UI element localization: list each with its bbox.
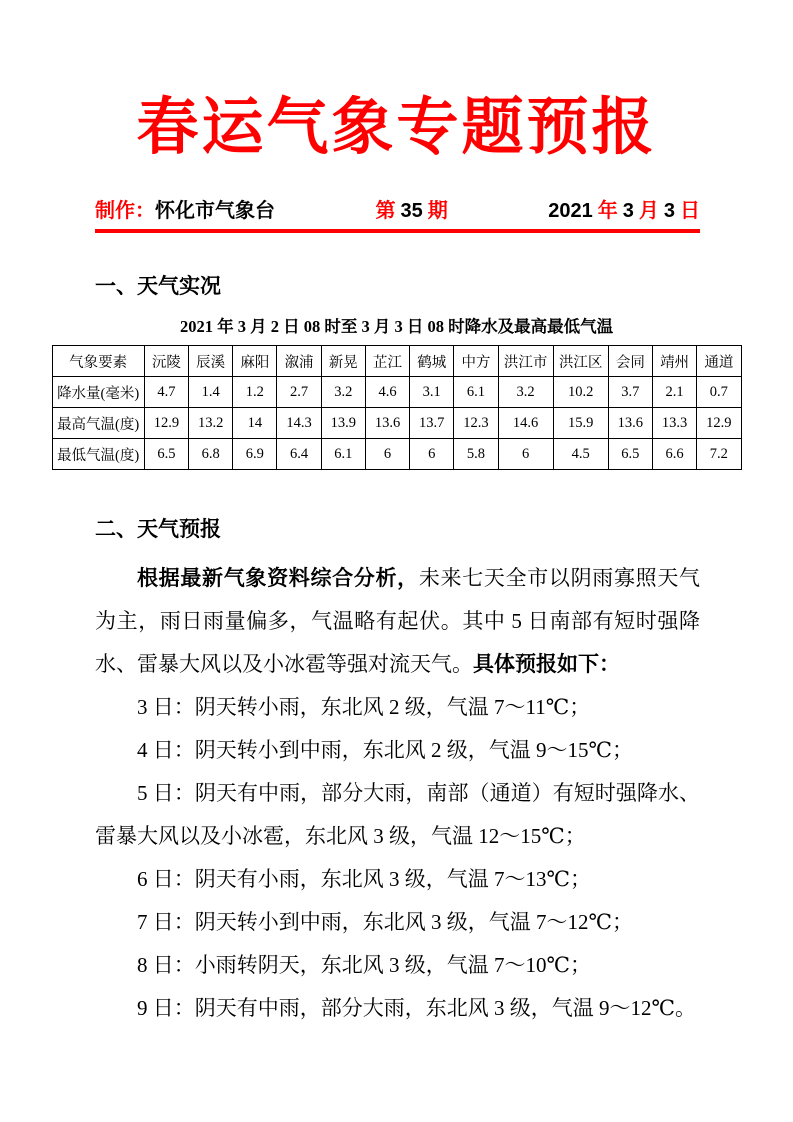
table-cell: 15.9 <box>553 408 608 439</box>
table-cell: 2.7 <box>277 377 321 408</box>
table-header-cell: 新晃 <box>321 346 365 377</box>
table-cell: 12.9 <box>697 408 741 439</box>
forecast-body <box>95 557 700 1030</box>
forecast-item-day5: 5 日：阴天有中雨，部分大雨，南部（通道）有短时强降水、雷暴大风以及小冰雹，东北风 3 级，气温 12～15℃； <box>95 781 700 848</box>
table-header-cell: 会同 <box>608 346 652 377</box>
table-cell: 3.1 <box>410 377 454 408</box>
table-cell: 6.1 <box>454 377 498 408</box>
table-cell: 6.4 <box>277 439 321 470</box>
table-header-cell: 通道 <box>697 346 741 377</box>
table-cell: 4.7 <box>144 377 188 408</box>
table-cell: 3.2 <box>498 377 553 408</box>
table-header-cell: 气象要素 <box>52 346 144 377</box>
table-cell: 6.1 <box>321 439 365 470</box>
table-cell: 1.4 <box>189 377 233 408</box>
date-year: 2021 <box>548 200 593 222</box>
table-header-cell: 辰溪 <box>189 346 233 377</box>
forecast-intro-paragraph <box>95 557 700 686</box>
table-row-high-temp <box>52 408 741 439</box>
table-header-cell: 沅陵 <box>144 346 188 377</box>
table-row-label: 最高气温(度) <box>52 408 144 439</box>
table-cell: 6.5 <box>144 439 188 470</box>
table-cell: 14.6 <box>498 408 553 439</box>
date-month: 3 <box>622 200 634 222</box>
issue-value: 35 <box>400 200 423 222</box>
table-row-low-temp <box>52 439 741 470</box>
issue-suffix: 期 <box>427 200 448 222</box>
forecast-item-day7: 7 日：阴天转小到中雨，东北风 3 级，气温 7～12℃； <box>137 910 633 934</box>
table-cell: 6 <box>498 439 553 470</box>
table-cell: 13.2 <box>189 408 233 439</box>
table-cell: 10.2 <box>553 377 608 408</box>
date-day: 3 <box>663 200 675 222</box>
date-month-unit: 月 <box>638 200 659 222</box>
table-cell: 5.8 <box>454 439 498 470</box>
table-header-row <box>52 346 741 377</box>
table-cell: 13.6 <box>608 408 652 439</box>
table-cell: 13.9 <box>321 408 365 439</box>
section-actual-heading: 一、天气实况 <box>95 275 221 298</box>
producer-name: 怀化市气象台 <box>155 200 275 222</box>
forecast-item-day8: 8 日：小雨转阴天，东北风 3 级，气温 7～10℃； <box>137 953 591 977</box>
table-cell: 2.1 <box>652 377 696 408</box>
forecast-item-day9: 9 日：阴天有中雨，部分大雨，东北风 3 级，气温 9～12℃。 <box>137 996 696 1020</box>
table-cell: 6.9 <box>233 439 277 470</box>
weather-table-title: 2021 年 3 月 2 日 08 时至 3 月 3 日 08 时降水及最高最低气温 <box>179 317 614 336</box>
table-cell: 3.2 <box>321 377 365 408</box>
table-cell: 14.3 <box>277 408 321 439</box>
table-header-cell: 溆浦 <box>277 346 321 377</box>
forecast-intro-lead: 根据最新气象资料综合分析， <box>137 567 419 590</box>
table-cell: 13.7 <box>410 408 454 439</box>
table-cell: 0.7 <box>697 377 741 408</box>
table-cell: 4.5 <box>553 439 608 470</box>
table-cell: 3.7 <box>608 377 652 408</box>
table-cell: 6 <box>410 439 454 470</box>
table-cell: 6 <box>365 439 409 470</box>
table-header-cell: 中方 <box>454 346 498 377</box>
table-cell: 4.6 <box>365 377 409 408</box>
table-cell: 1.2 <box>233 377 277 408</box>
table-cell: 12.3 <box>454 408 498 439</box>
table-cell: 6.6 <box>652 439 696 470</box>
document-title: 春运气象专题预报 <box>136 94 657 162</box>
table-cell: 7.2 <box>697 439 741 470</box>
date-day-unit: 日 <box>680 200 700 222</box>
producer-label: 制作： <box>95 200 155 222</box>
table-cell: 13.6 <box>365 408 409 439</box>
section-forecast-heading: 二、天气预报 <box>95 518 221 541</box>
date-year-unit: 年 <box>597 200 618 222</box>
forecast-intro-tail: 具体预报如下： <box>473 653 620 676</box>
table-row-label: 最低气温(度) <box>52 439 144 470</box>
table-row-label: 降水量(毫米) <box>52 377 144 408</box>
forecast-item-day4: 4 日：阴天转小到中雨，东北风 2 级，气温 9～15℃； <box>137 738 633 762</box>
weather-table <box>52 345 742 470</box>
issue-date <box>548 194 700 223</box>
table-cell: 13.3 <box>652 408 696 439</box>
forecast-intro-body: 未来七天全市以阴雨寡照天气为主，雨日雨量偏多，气温略有起伏。其中 5 日南部有短时强降水、雷暴大风以及小冰雹等强对流天气。 <box>95 566 701 676</box>
producer <box>95 194 275 223</box>
table-header-cell: 麻阳 <box>233 346 277 377</box>
issue-prefix: 第 <box>375 200 396 222</box>
table-header-cell: 洪江区 <box>553 346 608 377</box>
table-header-cell: 靖州 <box>652 346 696 377</box>
forecast-item-day3: 3 日：阴天转小雨，东北风 2 级，气温 7～11℃； <box>137 695 591 719</box>
table-header-cell: 洪江市 <box>498 346 553 377</box>
table-header-cell: 鹤城 <box>410 346 454 377</box>
issue-number <box>376 194 448 223</box>
masthead <box>95 194 700 233</box>
table-cell: 12.9 <box>144 408 188 439</box>
table-cell: 14 <box>233 408 277 439</box>
table-cell: 6.5 <box>608 439 652 470</box>
table-cell: 6.8 <box>189 439 233 470</box>
table-header-cell: 芷江 <box>365 346 409 377</box>
table-row-precipitation <box>52 377 741 408</box>
forecast-item-day6: 6 日：阴天有小雨，东北风 3 级，气温 7～13℃； <box>137 867 591 891</box>
